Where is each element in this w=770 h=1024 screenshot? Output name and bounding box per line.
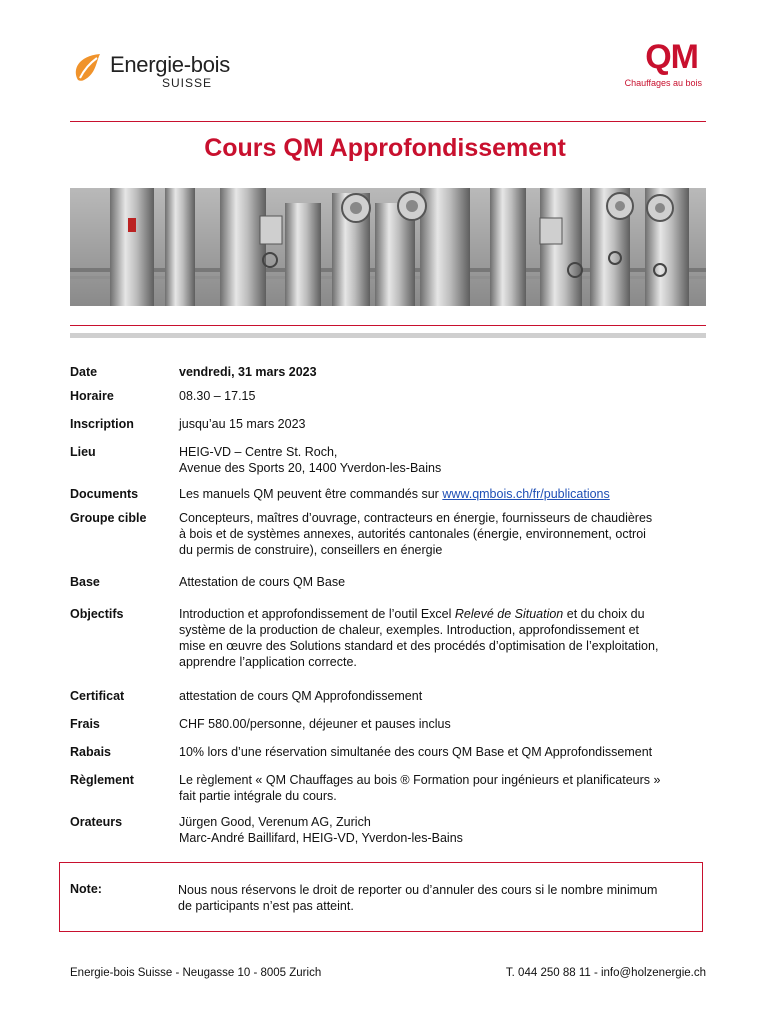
orateur-line: Marc-André Baillifard, HEIG-VD, Yverdon-les-Bains <box>179 831 463 845</box>
reglement-line: Le règlement « QM Chauffages au bois ® Formation pour ingénieurs et planificateurs » <box>179 773 661 787</box>
note-label: Note: <box>70 882 102 896</box>
lieu-line: Avenue des Sports 20, 1400 Yverdon-les-Bains <box>179 461 442 475</box>
boiler-room-photo <box>70 188 706 306</box>
flame-leaf-icon <box>70 50 106 86</box>
qm-logo-tagline: Chauffages au bois <box>624 78 702 88</box>
base-label: Base <box>70 575 100 589</box>
qm-logo <box>620 40 710 92</box>
objectifs-text: et du choix du <box>563 607 645 621</box>
note-line: Nous nous réservons le droit de reporter ou d’annuler des cours si le nombre minimum <box>178 883 658 897</box>
pipes-illustration <box>70 188 706 306</box>
photo-divider <box>70 325 706 326</box>
inscription-label: Inscription <box>70 417 134 431</box>
footer-contact: T. 044 250 88 11 - info@holzenergie.ch <box>505 967 706 979</box>
frais-label: Frais <box>70 717 100 731</box>
date-label: Date <box>70 365 98 379</box>
logo-sub-text: SUISSE <box>162 76 213 90</box>
header-divider <box>70 121 706 122</box>
orateurs-label: Orateurs <box>70 815 123 829</box>
certificat-text: attestation de cours QM Approfondissement <box>179 689 423 703</box>
horaire-text: 08.30 – 17.15 <box>179 389 256 403</box>
date-text: vendredi, 31 mars 2023 <box>179 365 317 379</box>
base-text: Attestation de cours QM Base <box>179 575 346 589</box>
rabais-label: Rabais <box>70 745 111 759</box>
note-text <box>178 882 688 914</box>
rabais-value <box>179 744 709 760</box>
reglement-line: fait partie intégrale du cours. <box>179 789 337 803</box>
inscription-text: jusqu’au 15 mars 2023 <box>179 417 306 431</box>
reglement-value <box>179 772 709 804</box>
lieu-value <box>179 444 709 476</box>
inscription-value <box>179 416 709 432</box>
groupe-cible-value <box>179 510 709 558</box>
objectifs-line <box>179 606 709 622</box>
reglement-label: Règlement <box>70 773 134 787</box>
groupe-cible-line: du permis de construire), conseillers en énergie <box>179 543 443 557</box>
footer-address: Energie-bois Suisse - Neugasse 10 - 8005 Zurich <box>70 967 322 979</box>
objectifs-line: apprendre l’application correcte. <box>179 655 357 669</box>
documents-value <box>179 486 709 502</box>
note-box <box>59 862 703 932</box>
energie-bois-logo <box>70 48 240 94</box>
logo-brand-text: Energie-bois <box>110 52 230 77</box>
orateurs-value <box>179 814 709 846</box>
certificat-value <box>179 688 709 704</box>
lieu-label: Lieu <box>70 445 96 459</box>
note-line: de participants n’est pas atteint. <box>178 899 354 913</box>
date-value <box>179 364 709 380</box>
gray-divider-bar <box>70 333 706 338</box>
objectifs-line: système de la production de chaleur, exemples. Introduction, approfondissement et <box>179 623 639 637</box>
documents-label: Documents <box>70 487 139 501</box>
orateur-line: Jürgen Good, Verenum AG, Zurich <box>179 815 371 829</box>
certificat-label: Certificat <box>70 689 125 703</box>
objectifs-text: Introduction et approfondissement de l’outil Excel <box>179 607 455 621</box>
objectifs-value <box>179 606 709 670</box>
objectifs-line: mise en œuvre des Solutions standard et des procédés d’optimisation de l’exploitation, <box>179 639 659 653</box>
lieu-line: HEIG-VD – Centre St. Roch, <box>179 445 338 459</box>
objectifs-emphasis: Relevé de Situation <box>454 607 564 621</box>
groupe-cible-line: à bois et de systèmes annexes, autorités cantonales (énergie, environnement, octroi <box>179 527 646 541</box>
groupe-cible-line: Concepteurs, maîtres d’ouvrage, contracteurs en énergie, fournisseurs de chaudières <box>179 511 653 525</box>
publications-link[interactable]: www.qmbois.ch/fr/publications <box>442 487 610 501</box>
documents-text: Les manuels QM peuvent être commandés sur <box>179 487 443 501</box>
page-title: Cours QM Approfondissement <box>204 134 566 162</box>
frais-value <box>179 716 709 732</box>
rabais-text: 10% lors d’une réservation simultanée des cours QM Base et QM Approfondissement <box>179 745 653 759</box>
groupe-cible-label: Groupe cible <box>70 511 147 525</box>
horaire-label: Horaire <box>70 389 114 403</box>
base-value <box>179 574 709 590</box>
objectifs-label: Objectifs <box>70 607 124 621</box>
qm-logo-mark: QM <box>645 38 698 76</box>
frais-text: CHF 580.00/personne, déjeuner et pauses inclus <box>179 717 451 731</box>
horaire-value <box>179 388 709 404</box>
